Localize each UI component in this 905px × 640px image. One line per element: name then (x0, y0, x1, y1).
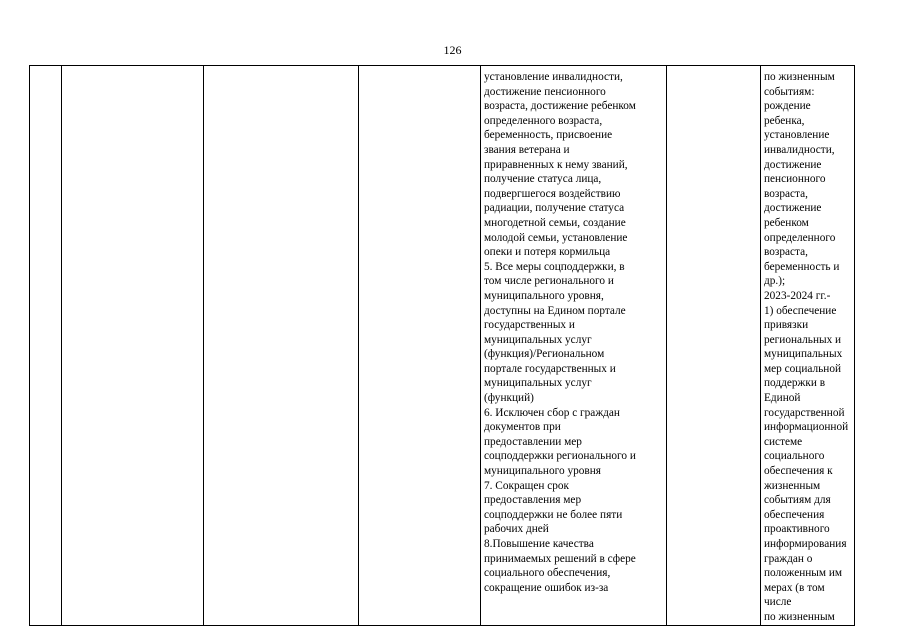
table-cell-col1 (30, 66, 62, 626)
page-number: 126 (443, 43, 462, 57)
table-cell-expected-results (481, 66, 667, 626)
measures-text: по жизненным событиям: рождение ребенка, установление инвалидности, достижение пенсионного возраста, достижение ребенком определенного возраста, беременность и др.); 2023-2024 гг.- 1) обеспечение привязки региональных и муниципальных мер социальной поддержки в Единой государственной информационной системе социального обеспечения к жизненным событиям для обеспечения проактивного информирования граждан о положенным им мерах (в том числе по жизненным (764, 71, 849, 623)
document-table (29, 65, 855, 626)
table-cell-col2 (62, 66, 204, 626)
expected-results-text: установление инвалидности, достижение пенсионного возраста, достижение ребенком определенного возраста, беременность, присвоение звания ветерана и приравненных к нему званий, получение статуса лица, подвергшегося воздействию радиации, получение статуса многодетной семьи, создание молодой семьи, установление опеки и потеря кормильца 5. Все меры соцподдержки, в том числе регионального и муниципального уровня, доступны на Едином портале государственных и муниципальных услуг (функция)/Региональном портале государственных и муниципальных услуг (функций) 6. Исключен сбор с граждан документов при предоставлении мер соцподдержки регионального и муниципального уровня 7. Сокращен срок предоставления мер соцподдержки не более пяти рабочих дней 8.Повышение качества принимаемых решений в сфере социального обеспечения, сокращение ошибок из-за (484, 71, 636, 594)
table-cell-measures (761, 66, 855, 626)
table-cell-col4 (359, 66, 481, 626)
table-row (30, 66, 855, 626)
table-cell-col3 (204, 66, 359, 626)
table-cell-col6 (667, 66, 761, 626)
